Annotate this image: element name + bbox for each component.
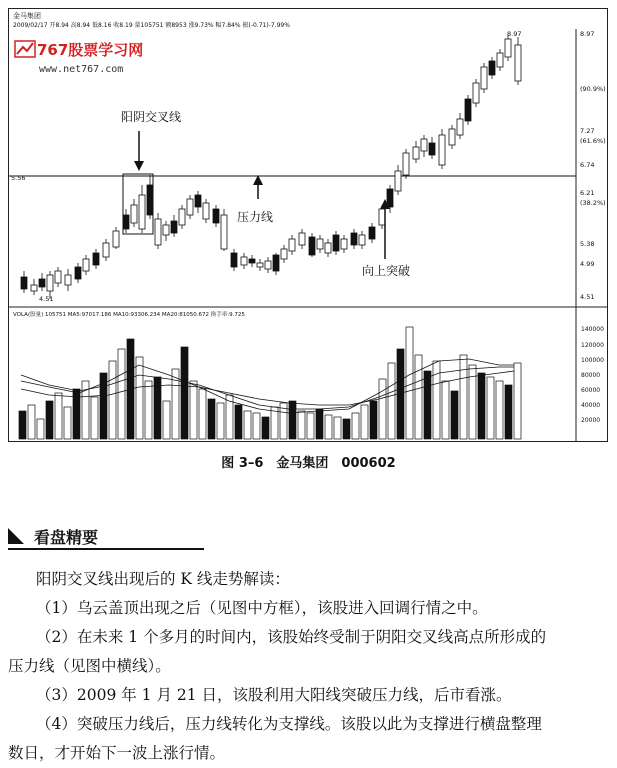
volume-bar (505, 385, 512, 439)
candle-body (317, 239, 323, 249)
price-tick: 4.99 (580, 260, 595, 268)
paragraph: （1）乌云盖顶出现之后（见图中方框），该股进入回调行情之中。 (36, 599, 488, 617)
volume-bar (478, 373, 485, 439)
price-tick: 4.51 (580, 293, 595, 301)
candle-body (369, 227, 375, 239)
paragraph: 压力线（见图中横线）。 (8, 657, 171, 675)
candle-body (351, 233, 357, 245)
candle-body (289, 239, 295, 251)
volume-bars (19, 327, 521, 439)
candle-body (341, 239, 347, 249)
price-tick: 5.38 (580, 240, 595, 248)
volume-bar (343, 419, 350, 439)
volume-bar (361, 405, 368, 439)
price-axis (580, 30, 606, 301)
volume-tick: 20000 (581, 417, 601, 424)
volume-bar (271, 407, 278, 439)
arrow-up-icon (253, 175, 263, 199)
annotation-breakout: 向上突破 (362, 264, 411, 278)
watermark-logo (15, 41, 143, 75)
candle-body (113, 231, 119, 247)
candle-body (103, 243, 109, 257)
volume-bar (514, 363, 521, 439)
candle-body (75, 267, 81, 279)
volume-bar (316, 409, 323, 439)
candle-body (241, 257, 247, 265)
low-price-label: 4.51 (39, 295, 54, 303)
candle-body (47, 275, 53, 291)
candle-body (213, 209, 219, 223)
candle-body (439, 135, 445, 165)
price-tick: 8.97 (580, 30, 595, 38)
volume-bar (370, 401, 377, 439)
watermark-site: 767股票学习网 (37, 41, 144, 59)
volume-bar (487, 377, 494, 439)
annotation-cross-line: 阳阴交叉线 (121, 110, 182, 124)
volume-bar (55, 393, 62, 439)
annotation-pressure-line: 压力线 (237, 210, 274, 224)
volume-bar (424, 371, 431, 439)
candle-body (131, 205, 137, 223)
logo-chart-icon (17, 43, 33, 54)
candle-body (421, 139, 427, 151)
paragraph: （4）突破压力线后，压力线转化为支撑线。该股以此为支撑进行横盘整理 (36, 715, 542, 733)
candle-body (203, 203, 209, 219)
high-price-label: 8.97 (507, 30, 522, 38)
candle-body (155, 219, 161, 245)
candle-body (379, 209, 385, 225)
volume-bar (289, 401, 296, 439)
candle-body (31, 285, 37, 291)
candle-body (187, 199, 193, 215)
arrow-down-icon (134, 131, 144, 171)
paragraph: （3）2009 年 1 月 21 日，该股利用大阳线突破压力线，后市看涨。 (36, 686, 512, 704)
volume-bar (460, 355, 467, 439)
volume-bar (451, 391, 458, 439)
candle-body (147, 185, 153, 215)
candle-body (221, 215, 227, 249)
candle-body (39, 279, 45, 287)
volume-header: VOLA(股量) 105751 MA5:97017.186 MA10:93306.234 MA20:81050.672 换手率:9.725 (13, 312, 245, 318)
candle-body (249, 259, 255, 263)
volume-bar (388, 363, 395, 439)
candle-body (325, 243, 331, 253)
volume-bar (136, 357, 143, 439)
triangle-marker-icon (8, 528, 24, 544)
candle-body (139, 195, 145, 229)
candle-body (123, 215, 129, 229)
volume-bar (190, 381, 197, 439)
watermark-url: www.net767.com (39, 64, 124, 75)
figure-caption: 图 3–6 金马集团 000602 (221, 456, 396, 471)
candle-body (505, 39, 511, 57)
volume-tick: 120000 (581, 342, 604, 349)
pressure-level-label: 5.56 (11, 174, 26, 182)
volume-bar (181, 347, 188, 439)
chart-title: 金马集团 (13, 12, 41, 20)
chart-canvas (9, 9, 607, 441)
volume-bar (118, 349, 125, 439)
volume-bar (244, 411, 251, 439)
volume-bar (253, 413, 260, 439)
arrow-up-icon (380, 199, 390, 259)
candle-body (359, 235, 365, 245)
paragraph: 阳阴交叉线出现后的 K 线走势解读： (36, 570, 290, 588)
candle-body (449, 129, 455, 145)
candle-body (65, 275, 71, 285)
candle-body (281, 249, 287, 259)
candle-body (55, 271, 61, 283)
volume-bar (91, 397, 98, 439)
volume-bar (19, 411, 26, 439)
volume-bar (199, 389, 206, 439)
paragraph: （2）在未来 1 个多月的时间内，该股始终受制于阴阳交叉线高点所形成的 (36, 628, 547, 646)
candle-body (515, 45, 521, 81)
volume-bar (442, 381, 449, 439)
volume-bar (298, 411, 305, 439)
candle-body (489, 61, 495, 75)
volume-bar (64, 407, 71, 439)
price-tick: (61.6%) (580, 137, 606, 145)
candle-body (465, 99, 471, 121)
candle-body (309, 237, 315, 255)
volume-bar (415, 355, 422, 439)
volume-bar (406, 327, 413, 439)
candle-body (457, 119, 463, 135)
candle-body (93, 253, 99, 265)
candle-body (481, 67, 487, 89)
candle-body (265, 261, 271, 269)
candle-body (429, 143, 435, 155)
volume-axis (581, 326, 604, 424)
price-tick: 6.21 (580, 189, 595, 197)
candle-body (257, 263, 263, 267)
candle-body (413, 147, 419, 159)
volume-bar (325, 415, 332, 439)
volume-tick: 80000 (581, 372, 601, 379)
volume-bar (163, 401, 170, 439)
chart-info-line: 2009/02/17 开8.94 高8.94 低8.16 收8.19 量105751 额8953 涨9.73% 幅7.84% 振(-0.71)-7.99% (13, 22, 290, 29)
volume-bar (352, 413, 359, 439)
price-tick: (38.2%) (580, 199, 606, 207)
candle-body (299, 233, 305, 245)
candle-body (473, 83, 479, 103)
volume-bar (46, 401, 53, 439)
volume-bar (334, 417, 341, 439)
candle-body (231, 253, 237, 267)
candle-body (395, 171, 401, 191)
candle-body (333, 235, 339, 251)
volume-tick: 60000 (581, 387, 601, 394)
candle-body (195, 195, 201, 207)
price-tick: (90.9%) (580, 85, 606, 93)
candle-body (497, 53, 503, 67)
price-tick: 7.27 (580, 127, 595, 135)
volume-bar (28, 405, 35, 439)
candle-body (171, 221, 177, 233)
candle-body (163, 225, 169, 235)
volume-tick: 100000 (581, 357, 604, 364)
candle-body (273, 255, 279, 271)
section-header (8, 524, 204, 550)
paragraph: 数日，才开始下一波上涨行情。 (8, 744, 226, 762)
volume-tick: 140000 (581, 326, 604, 333)
section-title: 看盘精要 (34, 528, 99, 547)
volume-bar (262, 417, 269, 439)
volume-bar (217, 403, 224, 439)
stock-chart (8, 8, 608, 442)
volume-tick: 40000 (581, 402, 601, 409)
volume-bar (235, 405, 242, 439)
candle-body (403, 153, 409, 175)
volume-bar (109, 361, 116, 439)
volume-bar (307, 413, 314, 439)
candle-body (83, 259, 89, 271)
volume-bar (496, 381, 503, 439)
candle-body (179, 209, 185, 225)
price-tick: 6.74 (580, 161, 595, 169)
volume-bar (145, 381, 152, 439)
volume-bar (208, 399, 215, 439)
volume-bar (37, 419, 44, 439)
candle-body (387, 189, 393, 207)
candle-body (21, 277, 27, 289)
volume-bar (379, 379, 386, 439)
